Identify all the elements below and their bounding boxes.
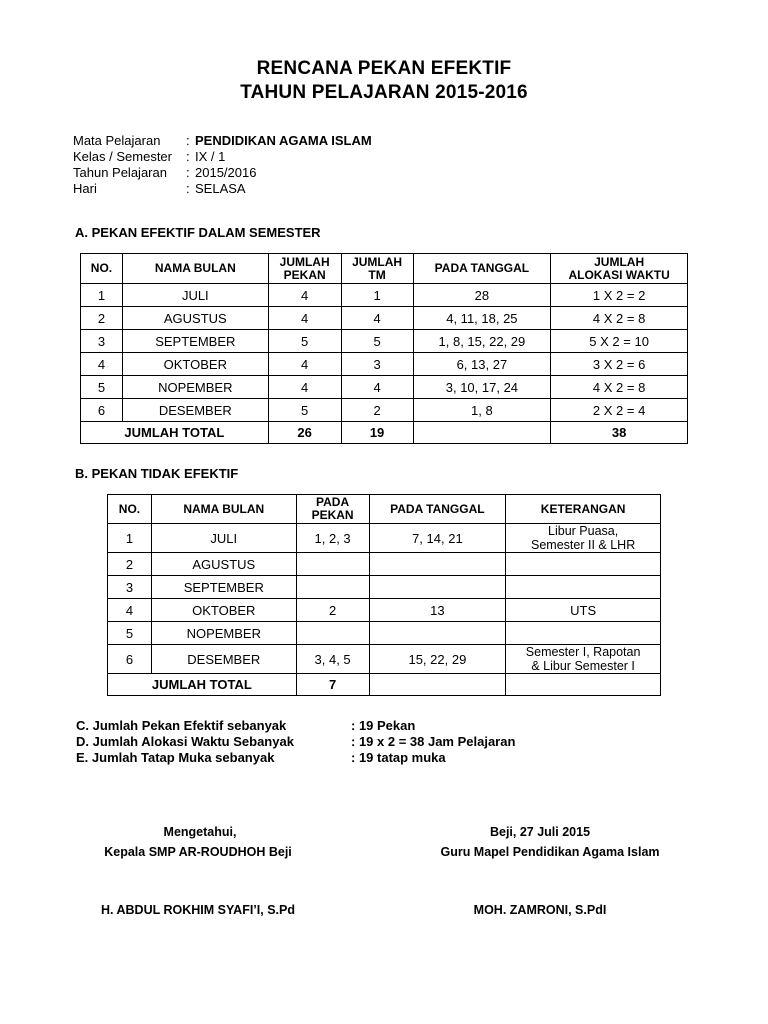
header-notes: KETERANGAN (506, 495, 661, 524)
total-dates-empty (369, 674, 506, 696)
summary-label: C. Jumlah Pekan Efektif sebanyak (76, 718, 287, 733)
table-row (108, 645, 661, 674)
table-row (108, 599, 661, 622)
info-separator: : (186, 181, 190, 196)
info-value: 2015/2016 (195, 165, 257, 180)
table-total-row (81, 422, 688, 444)
table-row (108, 576, 661, 599)
cell-dates: 7, 14, 21 (369, 524, 506, 553)
cell-month: AGUSTUS (151, 553, 296, 576)
total-label: JUMLAH TOTAL (81, 422, 269, 444)
cell-week: 3, 4, 5 (296, 645, 369, 674)
cell-allocation: 4 X 2 = 8 (551, 307, 688, 330)
info-row-year (73, 165, 372, 181)
cell-weeks: 5 (268, 399, 341, 422)
cell-tm: 2 (341, 399, 413, 422)
info-label: Hari (73, 181, 97, 196)
info-label: Mata Pelajaran (73, 133, 161, 148)
total-weeks: 7 (296, 674, 369, 696)
summary-row (76, 718, 515, 734)
cell-allocation: 1 X 2 = 2 (551, 284, 688, 307)
cell-weeks: 4 (268, 376, 341, 399)
summary-value: : 19 Pekan (351, 718, 416, 733)
table-row (81, 376, 688, 399)
effective-weeks-table (80, 253, 688, 444)
cell-week: 1, 2, 3 (296, 524, 369, 553)
summary-label: D. Jumlah Alokasi Waktu Sebanyak (76, 734, 294, 749)
cell-month: OKTOBER (122, 353, 268, 376)
cell-notes: Semester I, Rapotan & Libur Semester I (506, 645, 661, 674)
cell-weeks: 4 (268, 353, 341, 376)
header-no: NO. (108, 495, 152, 524)
section-b-heading: B. PEKAN TIDAK EFEKTIF (75, 466, 239, 481)
cell-month: JULI (151, 524, 296, 553)
info-label: Tahun Pelajaran (73, 165, 167, 180)
header-week-count: JUMLAH PEKAN (268, 254, 341, 284)
cell-month: DESEMBER (151, 645, 296, 674)
signature-right-position: Guru Mapel Pendidikan Agama Islam (440, 845, 660, 859)
table-row (108, 553, 661, 576)
summary-value: : 19 tatap muka (351, 750, 446, 765)
table-row (108, 622, 661, 645)
cell-dates (369, 622, 506, 645)
cell-no: 4 (108, 599, 152, 622)
info-value: PENDIDIKAN AGAMA ISLAM (195, 133, 372, 148)
cell-no: 6 (108, 645, 152, 674)
table-row (81, 284, 688, 307)
cell-month: NOPEMBER (151, 622, 296, 645)
signature-left-heading: Mengetahui, (163, 825, 237, 839)
cell-allocation: 5 X 2 = 10 (551, 330, 688, 353)
cell-notes: UTS (506, 599, 661, 622)
cell-weeks: 5 (268, 330, 341, 353)
cell-dates (369, 553, 506, 576)
cell-month: NOPEMBER (122, 376, 268, 399)
cell-no: 5 (108, 622, 152, 645)
cell-week (296, 553, 369, 576)
cell-no: 3 (108, 576, 152, 599)
cell-weeks: 4 (268, 307, 341, 330)
cell-no: 2 (108, 553, 152, 576)
cell-allocation: 3 X 2 = 6 (551, 353, 688, 376)
cell-allocation: 2 X 2 = 4 (551, 399, 688, 422)
info-row-day (73, 181, 372, 197)
table-row (81, 330, 688, 353)
table-row (81, 399, 688, 422)
cell-month: OKTOBER (151, 599, 296, 622)
cell-month: AGUSTUS (122, 307, 268, 330)
cell-dates (369, 576, 506, 599)
header-dates: PADA TANGGAL (369, 495, 506, 524)
cell-dates: 28 (413, 284, 551, 307)
cell-dates: 6, 13, 27 (413, 353, 551, 376)
cell-dates: 1, 8, 15, 22, 29 (413, 330, 551, 353)
cell-no: 1 (108, 524, 152, 553)
cell-notes (506, 622, 661, 645)
summary-list (76, 718, 515, 766)
summary-row (76, 734, 515, 750)
cell-no: 6 (81, 399, 123, 422)
subject-info (73, 133, 372, 197)
cell-no: 5 (81, 376, 123, 399)
info-value: SELASA (195, 181, 246, 196)
table-total-row (108, 674, 661, 696)
table-header-row (81, 254, 688, 284)
cell-week (296, 576, 369, 599)
header-dates: PADA TANGGAL (413, 254, 551, 284)
info-value: IX / 1 (195, 149, 226, 164)
cell-week: 2 (296, 599, 369, 622)
total-dates-empty (413, 422, 551, 444)
section-a-heading: A. PEKAN EFEKTIF DALAM SEMESTER (75, 225, 321, 240)
cell-tm: 4 (341, 376, 413, 399)
cell-notes (506, 576, 661, 599)
header-month: NAMA BULAN (122, 254, 268, 284)
info-row-class (73, 149, 372, 165)
summary-label: E. Jumlah Tatap Muka sebanyak (76, 750, 275, 765)
cell-tm: 4 (341, 307, 413, 330)
cell-month: SEPTEMBER (122, 330, 268, 353)
total-tm: 19 (341, 422, 413, 444)
signature-right-date: Beji, 27 Juli 2015 (489, 825, 591, 839)
ineffective-weeks-table (107, 494, 661, 696)
cell-dates: 1, 8 (413, 399, 551, 422)
cell-tm: 1 (341, 284, 413, 307)
info-row-subject (73, 133, 372, 149)
cell-dates: 4, 11, 18, 25 (413, 307, 551, 330)
cell-tm: 3 (341, 353, 413, 376)
cell-dates: 13 (369, 599, 506, 622)
header-no: NO. (81, 254, 123, 284)
total-allocation: 38 (551, 422, 688, 444)
cell-dates: 15, 22, 29 (369, 645, 506, 674)
cell-month: SEPTEMBER (151, 576, 296, 599)
cell-notes (506, 553, 661, 576)
document-subtitle: TAHUN PELAJARAN 2015-2016 (240, 82, 528, 103)
cell-week (296, 622, 369, 645)
header-month: NAMA BULAN (151, 495, 296, 524)
signature-left-position: Kepala SMP AR-ROUDHOH Beji (104, 845, 292, 859)
cell-weeks: 4 (268, 284, 341, 307)
signature-right-name: MOH. ZAMRONI, S.PdI (473, 903, 607, 917)
info-separator: : (186, 133, 190, 148)
summary-value: : 19 x 2 = 38 Jam Pelajaran (351, 734, 516, 749)
cell-no: 1 (81, 284, 123, 307)
cell-no: 4 (81, 353, 123, 376)
cell-no: 3 (81, 330, 123, 353)
header-week: PADA PEKAN (296, 495, 369, 524)
table-row (81, 353, 688, 376)
info-label: Kelas / Semester (73, 149, 172, 164)
cell-dates: 3, 10, 17, 24 (413, 376, 551, 399)
cell-month: JULI (122, 284, 268, 307)
info-separator: : (186, 165, 190, 180)
cell-allocation: 4 X 2 = 8 (551, 376, 688, 399)
cell-month: DESEMBER (122, 399, 268, 422)
info-separator: : (186, 149, 190, 164)
cell-tm: 5 (341, 330, 413, 353)
total-notes-empty (506, 674, 661, 696)
cell-no: 2 (81, 307, 123, 330)
table-header-row (108, 495, 661, 524)
table-row (81, 307, 688, 330)
summary-row (76, 750, 515, 766)
total-label: JUMLAH TOTAL (108, 674, 297, 696)
signature-left-name: H. ABDUL ROKHIM SYAFI’I, S.Pd (100, 903, 295, 917)
cell-notes: Libur Puasa, Semester II & LHR (506, 524, 661, 553)
header-tm-count: JUMLAH TM (341, 254, 413, 284)
table-row (108, 524, 661, 553)
document-title: RENCANA PEKAN EFEKTIF (256, 58, 512, 79)
total-weeks: 26 (268, 422, 341, 444)
header-allocation: JUMLAH ALOKASI WAKTU (551, 254, 688, 284)
